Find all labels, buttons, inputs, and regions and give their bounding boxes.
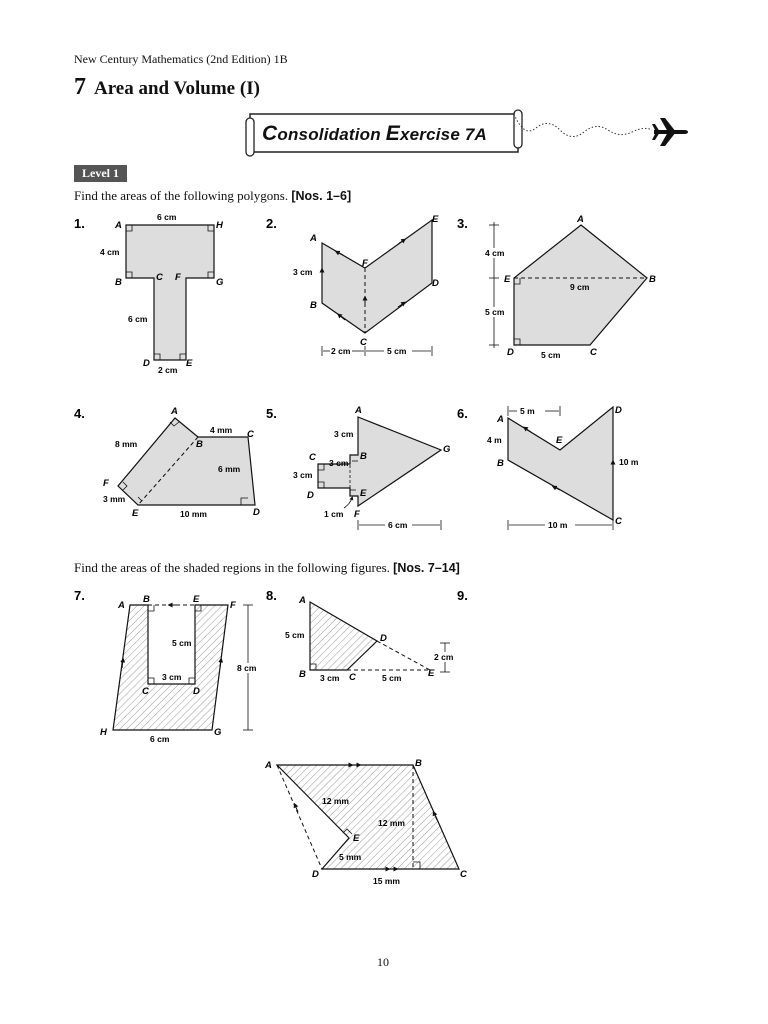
svg-text:C: C [615, 516, 622, 527]
svg-text:5 cm: 5 cm [382, 673, 402, 683]
svg-text:D: D [380, 633, 387, 644]
svg-text:5 cm: 5 cm [541, 350, 561, 360]
svg-text:4.: 4. [74, 406, 85, 421]
svg-text:6 cm: 6 cm [150, 734, 170, 744]
svg-text:A: A [355, 405, 362, 416]
chapter-number: 7 [74, 74, 86, 100]
svg-text:F: F [230, 600, 236, 611]
svg-text:3 cm: 3 cm [293, 267, 313, 277]
svg-text:5 cm: 5 cm [172, 638, 192, 648]
svg-text:C: C [360, 337, 367, 348]
svg-text:B: B [196, 439, 203, 450]
svg-text:2.: 2. [266, 216, 277, 231]
svg-text:C: C [309, 452, 316, 463]
svg-text:G: G [216, 277, 224, 288]
svg-text:G: G [214, 727, 222, 738]
svg-text:B: B [497, 458, 504, 469]
svg-text:5 mm: 5 mm [339, 852, 362, 862]
svg-text:8 mm: 8 mm [115, 439, 138, 449]
svg-text:10 m: 10 m [619, 457, 639, 467]
question-3 [457, 214, 656, 360]
svg-text:C: C [460, 869, 467, 880]
q9-shaded-region [277, 765, 459, 869]
svg-text:C: C [142, 686, 149, 697]
svg-text:4 m: 4 m [487, 435, 502, 445]
svg-text:6 cm: 6 cm [128, 314, 148, 324]
svg-text:6 cm: 6 cm [388, 520, 408, 530]
svg-text:E: E [556, 435, 563, 446]
svg-text:5.: 5. [266, 406, 277, 421]
svg-text:A: A [310, 233, 317, 244]
svg-text:5 cm: 5 cm [485, 307, 505, 317]
svg-text:3.: 3. [457, 216, 468, 231]
svg-text:F: F [103, 478, 109, 489]
svg-text:C: C [590, 347, 597, 358]
svg-text:B: B [299, 669, 306, 680]
chapter-title: Area and Volume (I) [94, 78, 260, 99]
svg-text:5 cm: 5 cm [285, 630, 305, 640]
level-badge: Level 1 [74, 165, 127, 182]
question-6 [457, 405, 639, 530]
question-2 [266, 214, 439, 356]
svg-text:6 mm: 6 mm [218, 464, 241, 474]
q8-shaded-region [310, 602, 377, 670]
q2-chevron [322, 220, 432, 333]
q1-t-shape [126, 225, 214, 360]
svg-text:3 mm: 3 mm [103, 494, 126, 504]
question-1 [74, 212, 224, 375]
svg-text:2 cm: 2 cm [331, 346, 351, 356]
instruction-polygons: Find the areas of the following polygons. [Nos. 1–6] [74, 188, 352, 203]
svg-text:A: A [171, 406, 178, 417]
book-title: New Century Mathematics (2nd Edition) 1B [74, 52, 288, 66]
svg-text:4 mm: 4 mm [210, 425, 233, 435]
svg-text:H: H [100, 727, 107, 738]
svg-text:C: C [156, 272, 163, 283]
svg-text:D: D [143, 358, 150, 369]
svg-text:D: D [253, 507, 260, 518]
question-5 [266, 405, 451, 530]
svg-text:12 mm: 12 mm [322, 796, 349, 806]
svg-text:15 mm: 15 mm [373, 876, 400, 886]
svg-text:5 m: 5 m [520, 406, 535, 416]
question-7 [74, 588, 260, 744]
svg-text:10 m: 10 m [548, 520, 568, 530]
svg-text:C: C [349, 672, 356, 683]
svg-text:3 cm: 3 cm [162, 672, 182, 682]
svg-text:H: H [216, 220, 223, 231]
svg-text:A: A [299, 595, 306, 606]
q6-polygon [508, 407, 613, 520]
svg-text:F: F [362, 258, 368, 269]
svg-text:F: F [175, 272, 181, 283]
svg-text:8.: 8. [266, 588, 277, 603]
svg-text:3 cm: 3 cm [334, 429, 354, 439]
svg-text:E: E [432, 214, 439, 225]
svg-text:7.: 7. [74, 588, 85, 603]
svg-text:10 mm: 10 mm [180, 509, 207, 519]
svg-text:D: D [312, 869, 319, 880]
svg-text:3 cm: 3 cm [329, 458, 349, 468]
svg-text:6 cm: 6 cm [157, 212, 177, 222]
svg-text:A: A [115, 220, 122, 231]
svg-text:4 cm: 4 cm [100, 247, 120, 257]
svg-text:9 cm: 9 cm [570, 282, 590, 292]
svg-text:B: B [143, 594, 150, 605]
svg-text:B: B [310, 300, 317, 311]
svg-text:A: A [118, 600, 125, 611]
svg-text:9.: 9. [457, 588, 468, 603]
svg-text:E: E [186, 358, 193, 369]
question-8 [266, 588, 457, 683]
svg-text:A: A [577, 214, 584, 225]
svg-text:E: E [504, 274, 511, 285]
svg-text:5 cm: 5 cm [387, 346, 407, 356]
svg-text:F: F [354, 509, 360, 520]
svg-text:G: G [443, 444, 451, 455]
svg-text:C: C [247, 429, 254, 440]
svg-text:3 cm: 3 cm [293, 470, 313, 480]
svg-text:A: A [497, 414, 504, 425]
svg-text:6.: 6. [457, 406, 468, 421]
svg-text:E: E [428, 668, 435, 679]
svg-text:E: E [132, 508, 139, 519]
svg-text:D: D [193, 686, 200, 697]
svg-text:8 cm: 8 cm [237, 663, 257, 673]
svg-text:D: D [507, 347, 514, 358]
svg-text:4 cm: 4 cm [485, 248, 505, 258]
svg-text:B: B [649, 274, 656, 285]
svg-text:2 cm: 2 cm [158, 365, 178, 375]
svg-text:E: E [360, 488, 367, 499]
page-number: 10 [377, 955, 389, 969]
svg-text:1 cm: 1 cm [324, 509, 344, 519]
svg-text:12 mm: 12 mm [378, 818, 405, 828]
q7-shaded-region [113, 605, 228, 730]
svg-text:3 cm: 3 cm [320, 673, 340, 683]
svg-text:E: E [353, 833, 360, 844]
svg-text:B: B [115, 277, 122, 288]
svg-text:D: D [432, 278, 439, 289]
q4-polygon [118, 418, 255, 505]
svg-text:B: B [360, 451, 367, 462]
svg-text:2 cm: 2 cm [434, 652, 454, 662]
instruction-shaded: Find the areas of the shaded regions in the following figures. [Nos. 7–14] [74, 560, 460, 575]
svg-text:B: B [415, 758, 422, 769]
svg-text:D: D [615, 405, 622, 416]
svg-text:A: A [265, 760, 272, 771]
exercise-title: Consolidation Exercise 7A [262, 122, 488, 145]
svg-text:E: E [193, 594, 200, 605]
svg-text:D: D [307, 490, 314, 501]
question-4 [74, 406, 260, 519]
svg-text:1.: 1. [74, 216, 85, 231]
